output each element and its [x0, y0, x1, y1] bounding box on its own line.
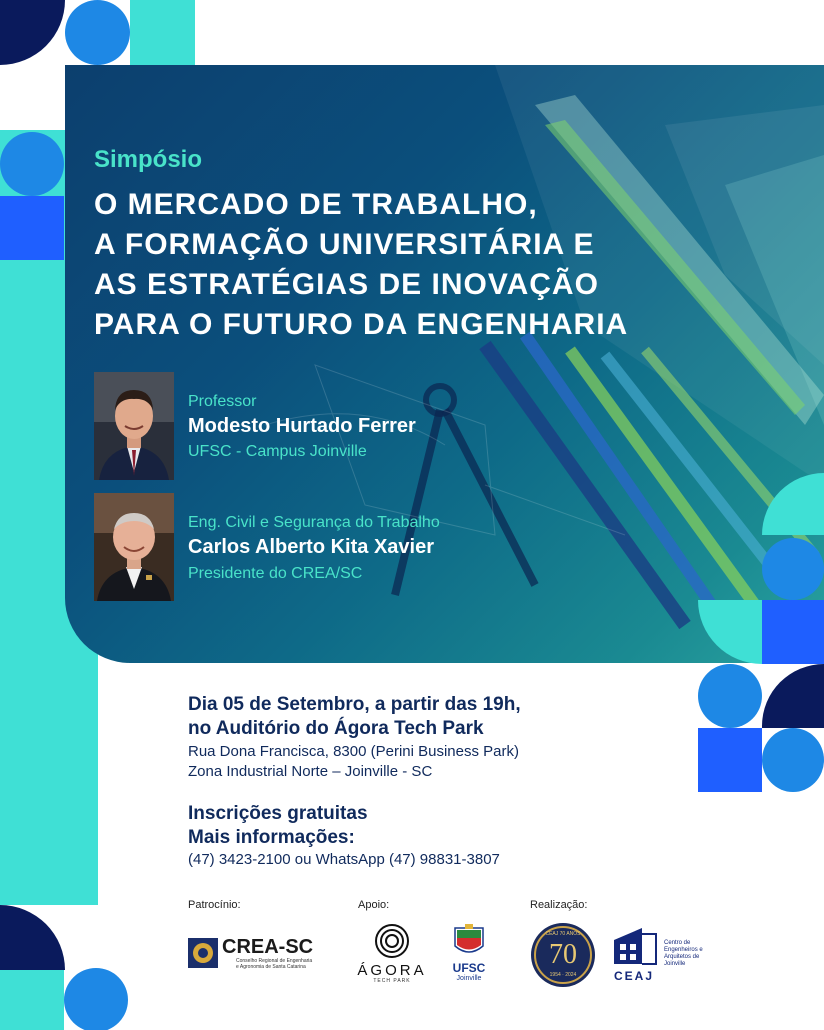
ceaj-line-4: Joinville [664, 961, 686, 967]
event-title-line-1: O MERCADO DE TRABALHO, [94, 188, 538, 221]
crea-sub-2: e Agronomia de Santa Catarina [236, 964, 306, 970]
deco-royal-block-right-2 [698, 728, 762, 792]
event-address-2: Zona Industrial Norte – Joinville - SC [188, 763, 433, 780]
event-title-line-2: A FORMAÇÃO UNIVERSITÁRIA E [94, 228, 595, 261]
agora-name: ÁGORA [357, 962, 427, 979]
crea-sub-1: Conselho Regional de Engenharia [236, 958, 313, 964]
ceaj-70-top: CEAJ 70 ANOS [545, 931, 581, 937]
speaker-photo-1 [94, 372, 174, 480]
ceaj-70-years: 1954 · 2024 [549, 972, 577, 978]
contact-phones: (47) 3423-2100 ou WhatsApp (47) 98831-3807 [188, 851, 500, 868]
ceaj-line-3: Arquitetos de [664, 954, 700, 960]
deco-blue-circle-top [65, 0, 130, 65]
more-info-heading: Mais informações: [188, 827, 355, 848]
deco-blue-circle-right-1 [762, 538, 824, 600]
ceaj-building-icon [612, 926, 658, 966]
deco-teal-block-bottom [0, 970, 64, 1030]
ufsc-logo [446, 924, 492, 986]
deco-navy-quarter [0, 0, 65, 65]
deco-blue-circle-bottom [64, 968, 128, 1030]
event-kicker: Simpósio [94, 146, 203, 173]
speaker-2-name: Carlos Alberto Kita Xavier [188, 536, 435, 558]
deco-royal-block-right-1 [762, 600, 824, 664]
speaker-2-role: Eng. Civil e Segurança do Trabalho [188, 514, 440, 531]
speaker-1-role: Professor [188, 393, 257, 410]
deco-teal-block-top [130, 0, 195, 65]
ufsc-name: UFSC [452, 961, 486, 975]
deco-blue-circle-left [0, 132, 64, 196]
crea-sc-logo [188, 936, 333, 970]
agora-sub: TECH PARK [373, 978, 411, 984]
agora-mark-icon [373, 922, 411, 960]
event-venue: no Auditório do Ágora Tech Park [188, 718, 484, 739]
crea-emblem-icon [188, 938, 218, 968]
event-address-1: Rua Dona Francisca, 8300 (Perini Business Park) [188, 743, 519, 760]
registration-info: Inscrições gratuitas [188, 803, 368, 824]
event-title-line-4: PARA O FUTURO DA ENGENHARIA [94, 308, 629, 341]
organizer-label: Realização: [530, 899, 588, 911]
speaker-2-org: Presidente do CREA/SC [188, 565, 363, 582]
ceaj-line-2: Engenheiros e [664, 947, 703, 953]
ufsc-sub: Joinville [456, 975, 482, 982]
speaker-1-org: UFSC - Campus Joinville [188, 443, 367, 460]
ceaj-line-1: Centro de [664, 940, 691, 946]
crea-name: CREA-SC [222, 936, 314, 958]
event-title [94, 185, 628, 345]
deco-royal-block-left [0, 196, 64, 260]
ceaj-name: CEAJ [614, 969, 655, 983]
ufsc-crest-icon [451, 924, 487, 960]
event-title-line-3: AS ESTRATÉGIAS DE INOVAÇÃO [94, 268, 599, 301]
deco-blue-circle-right-2 [698, 664, 762, 728]
deco-navy-quarter-right [762, 664, 824, 728]
ceaj-70-number: 70 [549, 939, 577, 970]
ceaj-logo [612, 926, 712, 986]
agora-logo [352, 922, 432, 984]
speaker-photo-2 [94, 493, 174, 601]
speaker-1-name: Modesto Hurtado Ferrer [188, 415, 416, 437]
ceaj-70-seal [530, 922, 596, 988]
deco-navy-quarter-bottom [0, 905, 65, 970]
deco-blue-circle-right-3 [762, 728, 824, 792]
support-label: Apoio: [358, 899, 390, 911]
sponsor-label: Patrocínio: [188, 899, 241, 911]
event-date: Dia 05 de Setembro, a partir das 19h, [188, 694, 521, 715]
